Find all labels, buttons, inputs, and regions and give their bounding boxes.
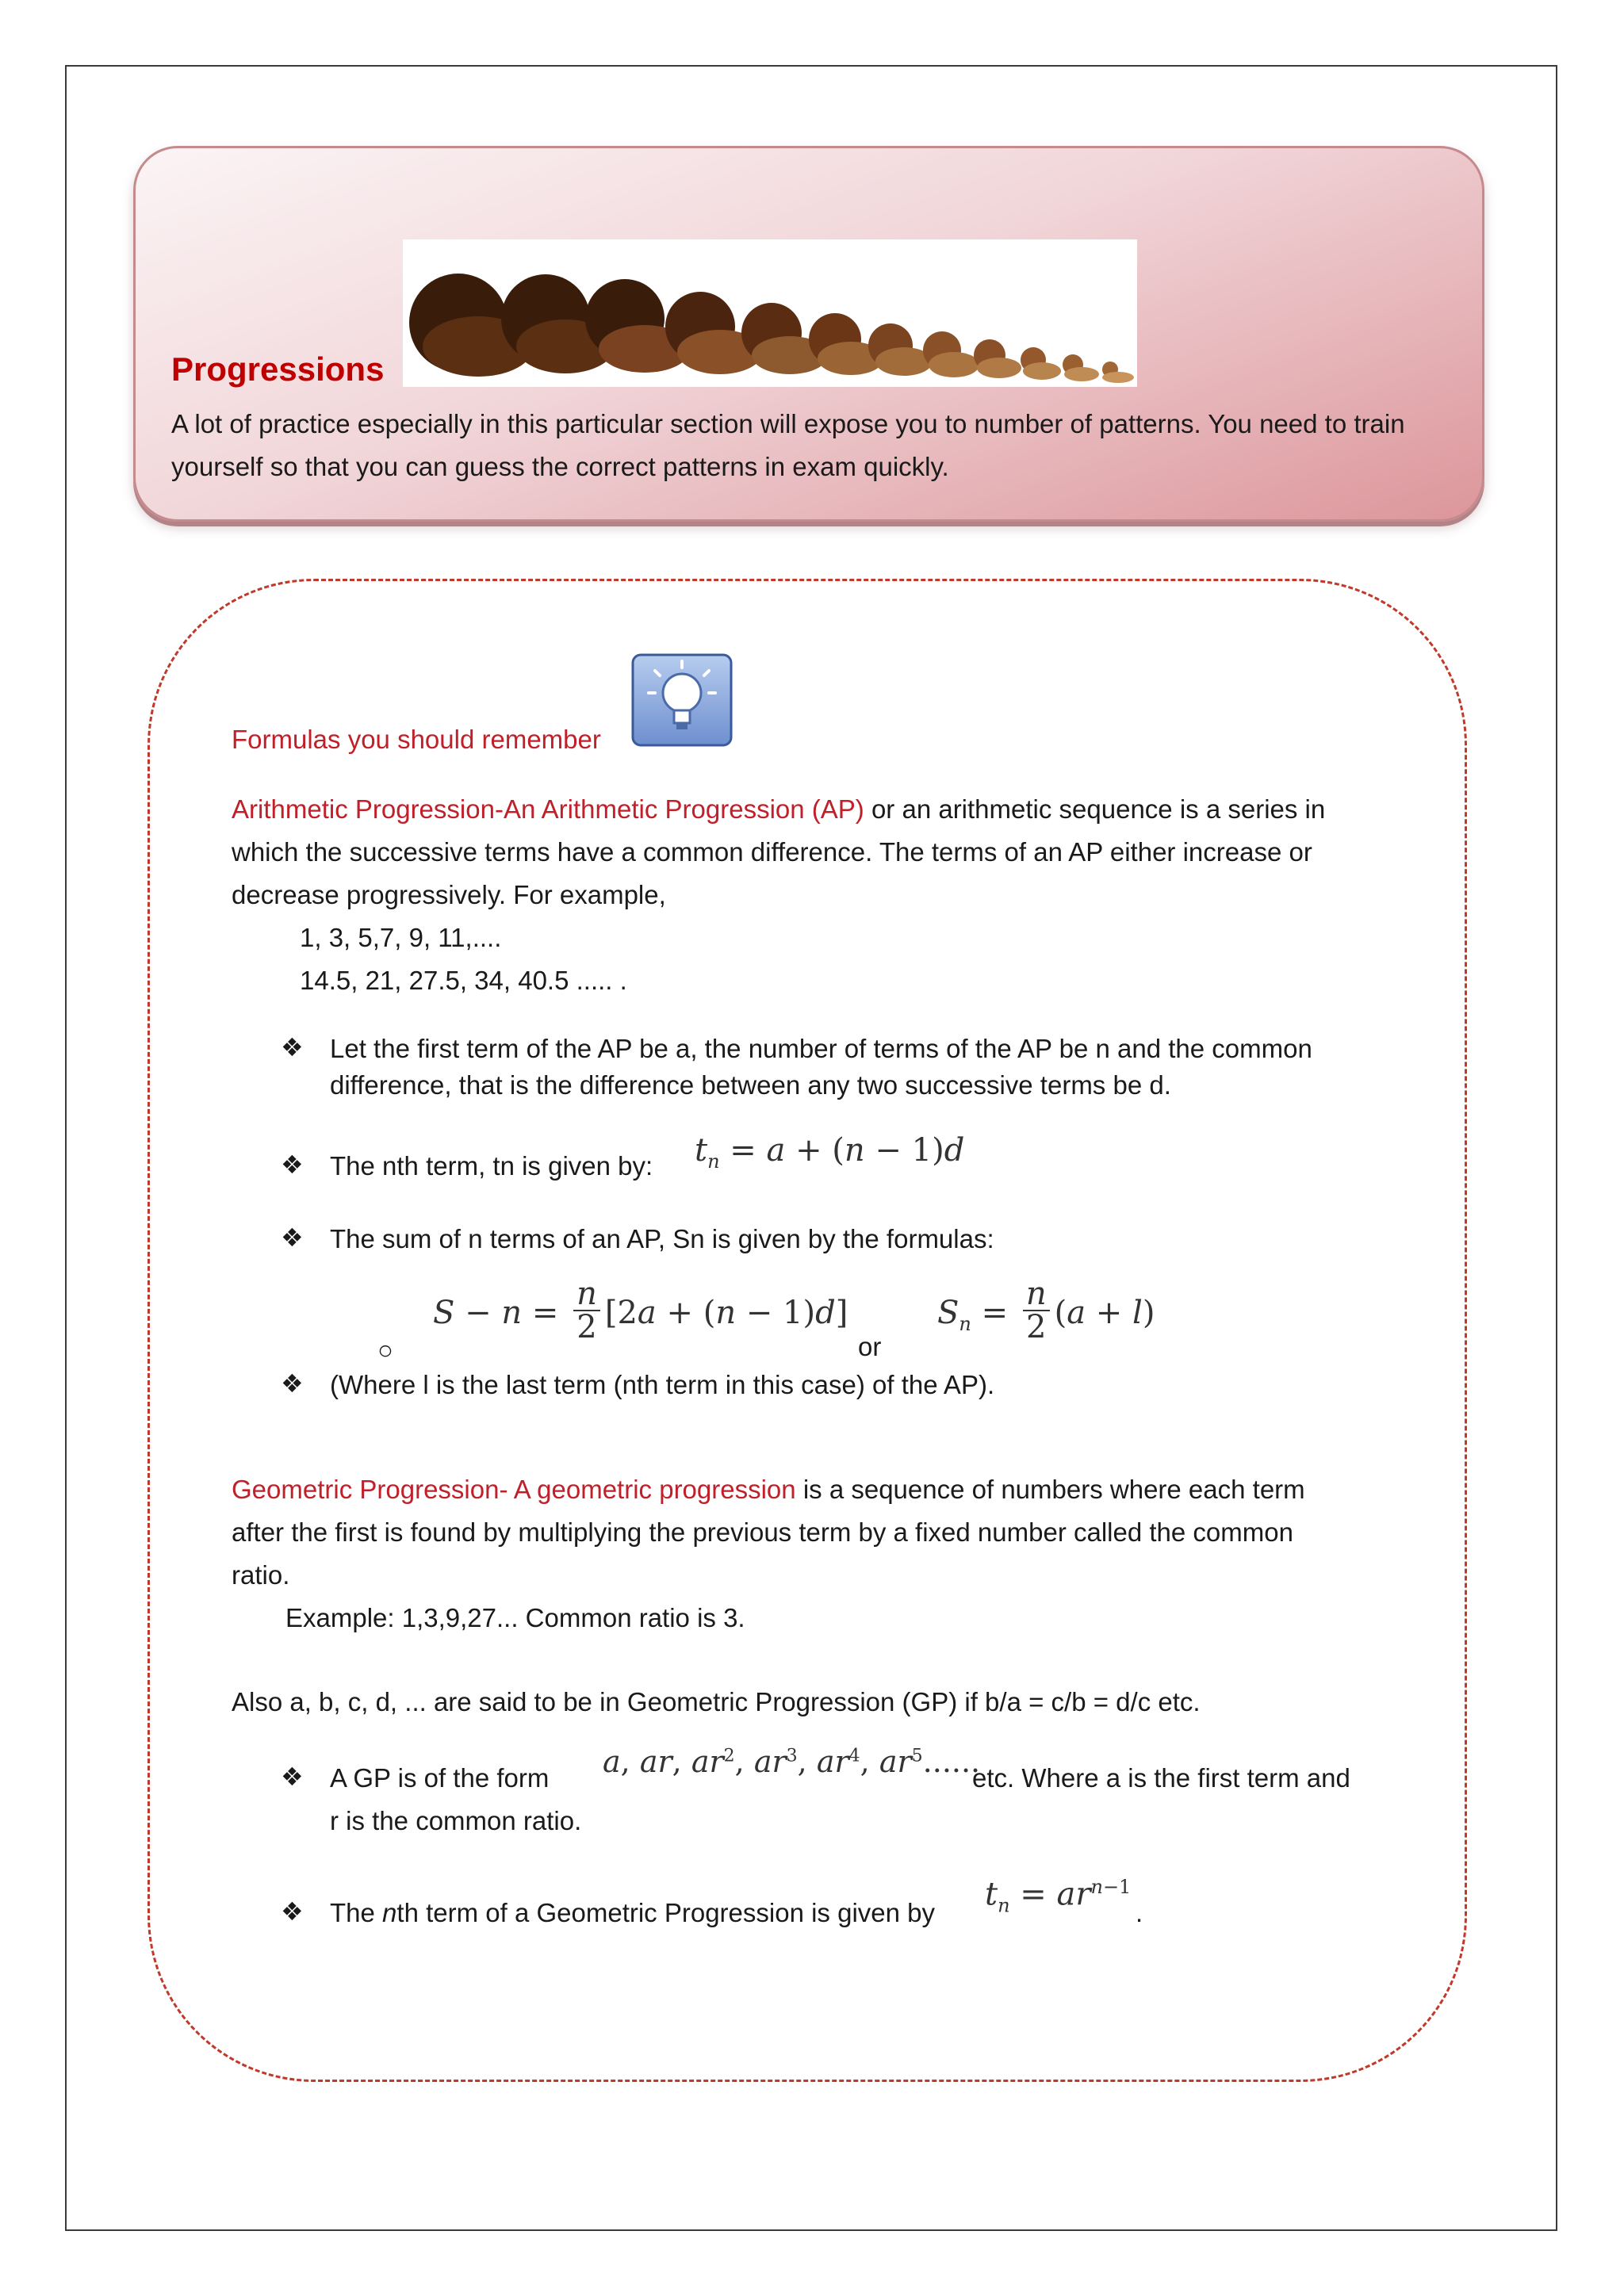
ap-bullet-1-line-1: Let the first term of the AP be a, the number of terms of the AP be n and the common — [330, 1034, 1312, 1063]
bullet-icon: ❖ — [281, 1762, 304, 1791]
gp-bullet-2-pre: The — [330, 1898, 383, 1927]
formulas-heading: Formulas you should remember — [232, 725, 601, 754]
bullet-icon: ❖ — [281, 1150, 304, 1179]
bullet-icon: ❖ — [281, 1369, 304, 1398]
gp-line-1-rest: is a sequence of numbers where each term — [795, 1475, 1305, 1504]
gp-also-line: Also a, b, c, d, ... are said to be in Geometric Progression (GP) if b/a = c/b = d/c etc. — [232, 1687, 1201, 1716]
ap-bullet-2: The nth term, tn is given by: — [330, 1151, 653, 1181]
light-bulb-icon — [631, 653, 733, 747]
ap-example-2: 14.5, 21, 27.5, 34, 40.5 ..... . — [300, 966, 627, 995]
ap-line-2: which the successive terms have a common difference. The terms of an AP either increase or — [232, 837, 1312, 867]
gp-line-3: ratio. — [232, 1560, 290, 1590]
ap-bullet-1-line-2: difference, that is the difference between any two successive terms be d. — [330, 1070, 1171, 1100]
ap-line-1 — [232, 788, 1325, 831]
gp-line-1 — [232, 1468, 1305, 1511]
bullet-icon: ❖ — [281, 1033, 304, 1062]
ap-line-3: decrease progressively. For example, — [232, 880, 666, 909]
gp-nth-term-formula: $t_n = ar^{n-1}$ — [985, 1876, 1132, 1917]
gp-bullet-2 — [330, 1892, 935, 1934]
gp-bullet-2-post: th term of a Geometric Progression is given by — [396, 1898, 936, 1927]
gp-label: Geometric Progression- A geometric progression — [232, 1475, 796, 1504]
ap-sum-or: or — [858, 1332, 882, 1361]
gp-bullet-1-post: etc. Where a is the first term and — [972, 1763, 1350, 1793]
gp-bullet-1-line-2: r is the common ratio. — [330, 1806, 582, 1835]
intro-paragraph: A lot of practice especially in this particular section will expose you to number of patterns. You need to train yourself so that you can guess the correct patterns in exam quickly. — [171, 409, 1405, 481]
bullet-icon: ❖ — [281, 1897, 304, 1926]
gp-line-2: after the first is found by multiplying the previous term by a fixed number called the common — [232, 1517, 1293, 1547]
gp-bullet-1-pre: A GP is of the form — [330, 1763, 550, 1793]
ap-label: Arithmetic Progression-An Arithmetic Progression (AP) — [232, 794, 864, 824]
ap-sum-formula-1: S − n = $\frac{n}{2}$ [2a + (n − 1)d] — [433, 1276, 848, 1345]
sub-bullet-icon: ○ — [377, 1335, 393, 1364]
gp-bullet-2-em: n — [382, 1898, 397, 1927]
ap-sum-formula-2: $S_n$ = $\frac{n}{2}$ (a + l) — [937, 1276, 1155, 1345]
ap-bullet-4: (Where l is the last term (nth term in this case) of the AP). — [330, 1370, 995, 1399]
ap-nth-term-formula: $t_n = a + (n - 1)d$ — [695, 1132, 965, 1173]
gp-bullet-2-end: . — [1136, 1898, 1143, 1927]
page-title: Progressions — [171, 350, 385, 388]
lion-evolution-image — [403, 239, 1137, 387]
ap-line-1-rest: or an arithmetic sequence is a series in — [864, 794, 1326, 824]
ap-bullet-3: The sum of n terms of an AP, Sn is given by the formulas: — [330, 1224, 994, 1253]
gp-form-formula: a, ar, $ar^2$, $ar^3$, $ar^4$, $ar^5$...... — [603, 1744, 981, 1779]
bullet-icon: ❖ — [281, 1223, 304, 1252]
ap-example-1: 1, 3, 5,7, 9, 11,.... — [300, 923, 502, 952]
gp-example: Example: 1,3,9,27... Common ratio is 3. — [285, 1603, 745, 1632]
